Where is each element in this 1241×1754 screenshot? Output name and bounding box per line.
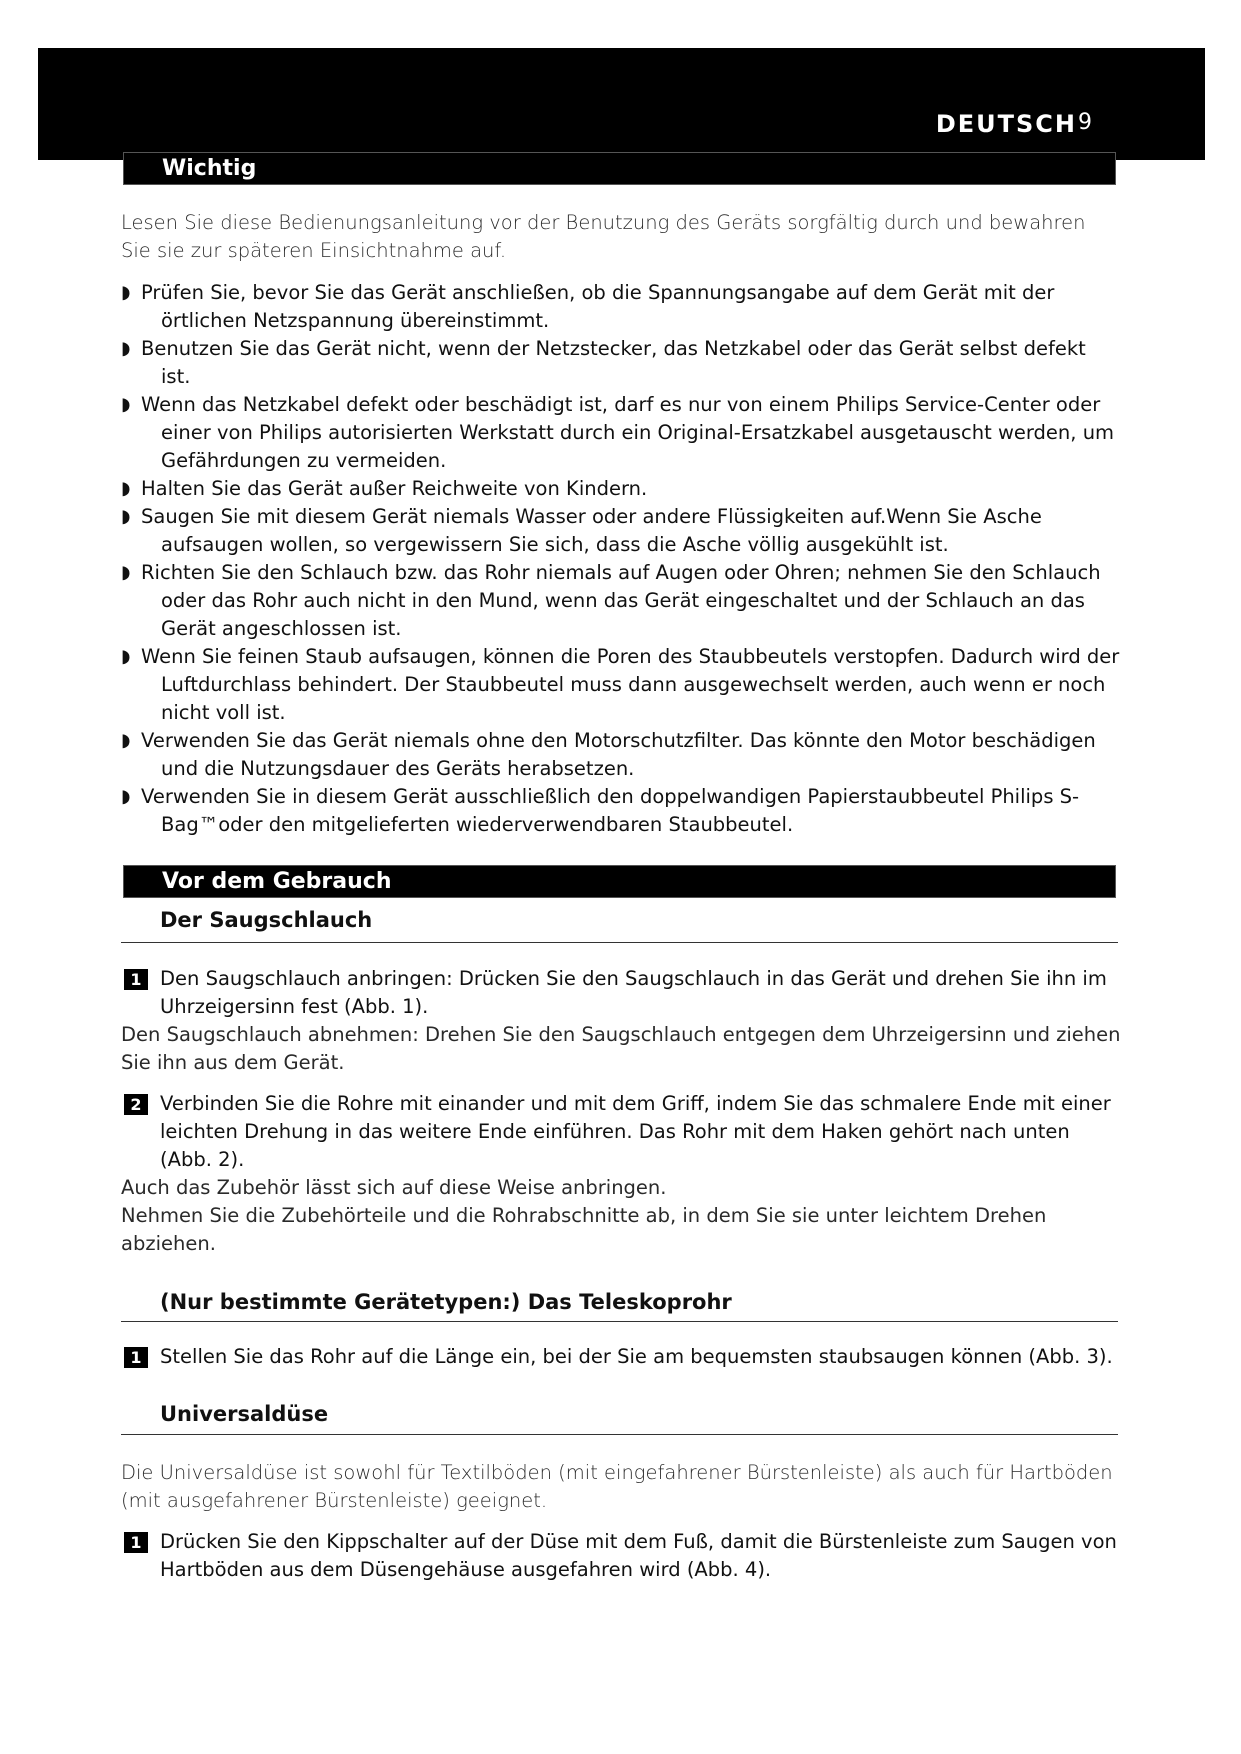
bullet-icon: ◗ <box>121 282 131 303</box>
list-item <box>121 391 1121 475</box>
step-number-badge: 1 <box>124 1532 148 1553</box>
list-item-text: Wenn das Netzkabel defekt oder beschädigt ist, darf es nur von einem Philips Service-Center oder einer von Philips autorisierten Werkstatt durch ein Original-Ersatzkabel ausgetauscht werden, um Gefährdungen zu vermeiden. <box>141 393 1115 472</box>
bullet-icon: ◗ <box>121 506 131 527</box>
intro-paragraph: Lesen Sie diese Bedienungsanleitung vor der Benutzung des Geräts sorgfältig durch und bewahren Sie sie zur späteren Einsichtnahme auf. <box>121 211 1086 262</box>
section-title-wichtig <box>123 152 1116 185</box>
list-item <box>121 643 1121 727</box>
step-text: Stellen Sie das Rohr auf die Länge ein, bei der Sie am bequemsten staubsaugen können (Abb. 3). <box>160 1345 1113 1368</box>
step-item <box>121 1090 1121 1174</box>
list-item-text: Benutzen Sie das Gerät nicht, wenn der Netzstecker, das Netzkabel oder das Gerät selbst defekt ist. <box>141 337 1086 388</box>
list-item-text: Saugen Sie mit diesem Gerät niemals Wasser oder andere Flüssigkeiten auf.Wenn Sie Asche aufsaugen wollen, so vergewissern Sie sich, dass die Asche völlig ausgekühlt ist. <box>141 505 1042 556</box>
list-item-text: Wenn Sie feinen Staub aufsaugen, können die Poren des Staubbeutels verstopfen. Dadurch wird der Luftdurchlass behindert. Der Staubbeutel muss dann ausgewechselt werden, auch wenn er noch nicht voll ist. <box>141 645 1120 724</box>
subheading-universalduese: Universaldüse <box>160 1402 329 1426</box>
list-item <box>121 279 1121 335</box>
step-text: Drücken Sie den Kippschalter auf der Düse mit dem Fuß, damit die Bürstenleiste zum Saugen von Hartböden aus dem Düsengehäuse ausgefahren wird (Abb. 4). <box>160 1530 1117 1581</box>
step-text: Verbinden Sie die Rohre mit einander und mit dem Griff, indem Sie das schmalere Ende mit einer leichten Drehung in das weitere Ende einführen. Das Rohr mit dem Haken gehört nach unten (Abb. 2). <box>160 1092 1111 1171</box>
list-item <box>121 783 1121 839</box>
step-number-badge: 2 <box>124 1094 148 1115</box>
page-number: 9 <box>1078 110 1092 135</box>
note-paragraph: Nehmen Sie die Zubehörteile und die Rohrabschnitte ab, in dem Sie sie unter leichtem Drehen abziehen. <box>121 1204 1047 1255</box>
bullet-icon: ◗ <box>121 786 131 807</box>
bullet-icon: ◗ <box>121 562 131 583</box>
step-item <box>121 1528 1121 1584</box>
list-item <box>121 559 1121 643</box>
step-number-badge: 1 <box>124 1347 148 1368</box>
section-title-text: Vor dem Gebrauch <box>162 869 392 894</box>
list-item-text: Verwenden Sie das Gerät niemals ohne den Motorschutzfilter. Das könnte den Motor beschädigen und die Nutzungsdauer des Geräts herabsetzen. <box>141 729 1096 780</box>
language-label: DEUTSCH <box>935 110 1077 138</box>
list-item-text: Prüfen Sie, bevor Sie das Gerät anschließen, ob die Spannungsangabe auf dem Gerät mit der örtlichen Netzspannung übereinstimmt. <box>141 281 1055 332</box>
step-item <box>121 1343 1121 1371</box>
note-paragraph: Den Saugschlauch abnehmen: Drehen Sie den Saugschlauch entgegen dem Uhrzeigersinn und ziehen Sie ihn aus dem Gerät. <box>121 1023 1121 1074</box>
list-item-text: Verwenden Sie in diesem Gerät ausschließlich den doppelwandigen Papierstaubbeutel Philips S-Bag™oder den mitgelieferten wiederverwendbaren Staubbeutel. <box>141 785 1080 836</box>
subheading-saugschlauch: Der Saugschlauch <box>160 908 373 932</box>
divider <box>121 1321 1118 1322</box>
note-paragraph: Auch das Zubehör lässt sich auf diese Weise anbringen. <box>121 1176 667 1199</box>
list-item <box>121 335 1121 391</box>
step-number-badge: 1 <box>124 969 148 990</box>
subheading-teleskoprohr: (Nur bestimmte Gerätetypen:) Das Teleskoprohr <box>160 1290 732 1314</box>
step-item <box>121 965 1121 1021</box>
bullet-icon: ◗ <box>121 730 131 751</box>
section-title-vor-dem-gebrauch <box>123 865 1116 898</box>
divider <box>121 942 1118 943</box>
bullet-icon: ◗ <box>121 478 131 499</box>
list-item <box>121 727 1121 783</box>
list-item <box>121 503 1121 559</box>
intro-paragraph: Die Universaldüse ist sowohl für Textilböden (mit eingefahrener Bürstenleiste) als auch für Hartböden (mit ausgefahrener Bürstenleiste) geeignet. <box>121 1461 1113 1512</box>
section-title-text: Wichtig <box>162 156 257 181</box>
bullet-icon: ◗ <box>121 394 131 415</box>
divider <box>121 1434 1118 1435</box>
bullet-icon: ◗ <box>121 646 131 667</box>
list-item-text: Halten Sie das Gerät außer Reichweite von Kindern. <box>141 477 648 500</box>
list-item <box>121 475 1121 503</box>
bullet-icon: ◗ <box>121 338 131 359</box>
step-text: Den Saugschlauch anbringen: Drücken Sie den Saugschlauch in das Gerät und drehen Sie ihn im Uhrzeigersinn fest (Abb. 1). <box>160 967 1107 1018</box>
header-band <box>38 48 1205 160</box>
list-item-text: Richten Sie den Schlauch bzw. das Rohr niemals auf Augen oder Ohren; nehmen Sie den Schlauch oder das Rohr auch nicht in den Mund, wenn das Gerät eingeschaltet und der Schlauch an das Gerät angeschlossen ist. <box>141 561 1101 640</box>
